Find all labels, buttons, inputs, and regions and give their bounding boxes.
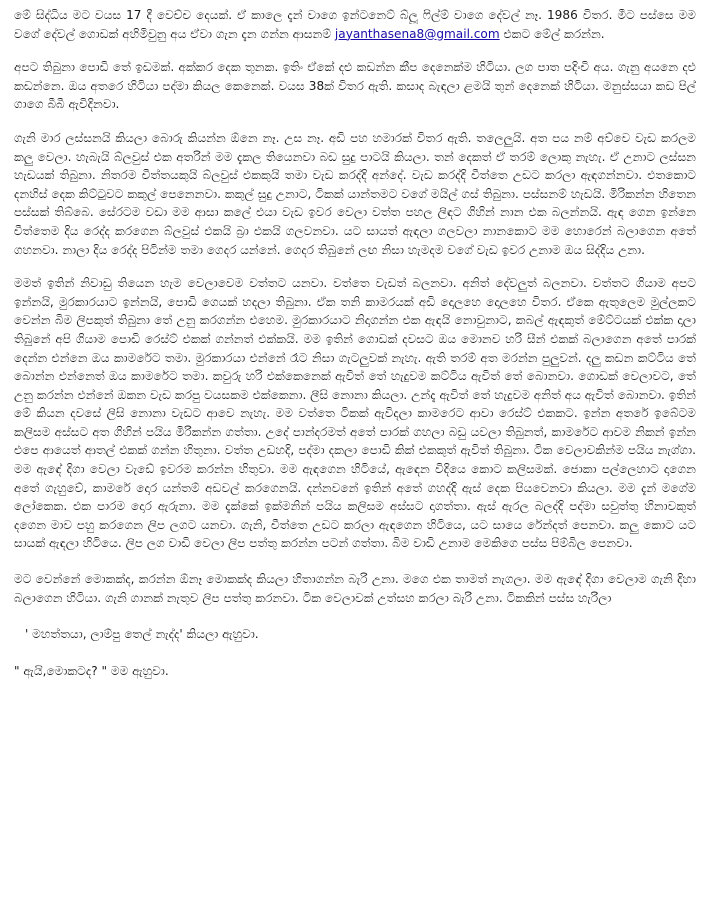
story-paragraph-4: මට වෙන්නේ මොකක්ද, කරන්න ඕනෑ මොකක්ද කියලා හිතාගන්න බැරි උනා. මගෙ එක තාමත් නැගලා. මම ඇඳේ දිගා වෙලාම ගැනි දිහා බලාගෙන හිටියා. ගැනි ගානක් නැතුව ලිප පත්තු කරනවා. ටික වෙලාවක් උත්සහ කරලා බැරි උනා. ටිකකින් පස්ස හැරිලා [14,572,696,605]
dialogue-line-1: ' මහත්තයා, ලාම්පු තෙල් නැද්ද' කියලා ඇහුවා. [25,627,259,642]
intro-text-end: එකට මේල් කරන්න. [503,26,605,41]
story-paragraph-3: මමත් ඉතින් නිවාඩු තියෙන හැම වෙලාවෙම වත්තට යනවා. වත්තෙ වැඩත් බලනවා. අනිත් දේවලුත් බලනවා. වත්තට ගියාම අපට ඉන්නයි, මුරකාරයාට ඉන්නයි, පොඩි ගෙයක් හදලා තිබුනා. ඒක තනි කාමරයක් අඩි දොලහෙ දොලහෙ විතර. ඒකෙ ඇතුලෙම මුල්ලකට වෙන්න බිම ලිපකුත් තිබුනා තේ උනු කරගන්න එහෙම. මුරකාරයාට නිදාගන්න එක ඇඳයි නොවුනාට, කබල් ඇඳකුත් මේට්ටයක් එක්ක දාලා තිබුනේ අපි ගියාම පොඩි රෙස්ට් එකක් ගන්නත් එක්කයි. මම ඉතින් ගොඩක් දවසට ඔය මොනව හරි සීන් එකක් බලාගෙන අතේ පාරක් දෙන්න එන්නෙ ඔය කාමරේට තමා. මුරකාරයා එන්නේ රෑට නිසා ගැටලුවක් නැහැ. ඇති තරම් අත මරන්න පුලුවන්. දලු කඩන කට්ටිය තේ බොන්න එන්නෙත් ඔය කාමරේට තමා. කවුරු හරි එක්කෙනෙක් ඇවිත් තේ හැදුවම කට්ටිය ඇවිත් තේ බොනවා. ගොඩක් වෙලාවට, තේ උනු කරන්න එන්නේ ඔකන වැඩ කරපු වයසකම එක්කෙනා. ලීසි නොනා කියලා. උන්දැ ඇවිත් තේ හැදුවම අනිත් අය ඇවිත් බොනවා. ඉතින් මේ කියන දවසේ ලිසි නොනා වැඩට ආවෙ නැහැ. මම වත්තෙ ටිකක් ඇවිදලා කාමරෙට ආවා රෙස්ට් එකකට. ඉන්න අතරේ ඉබේටම කලිසම අස්සට අත ගිහින් පයිය මිරිකන්න ගත්තා. උදේ පාන්දරමත් අතේ පාරක් ගහලා බඩු යවලා තිබුනත්, කාමරේට ආවම නිකන් ඉන්න එපෙ ආයෙත් ආතල් එකක් ගන්න හිතුනා. වත්ත උඩහදි, පද්මා දකලා පොඩි කික් එකකුත් ඇවිත් තිබුනා. ටික වෙලාවකින්ම පයිය නැග්ගා. මම ඇඳේ දිගා වෙලා වැඩේ ඉවරම කරන්න හිතුවා. මම ඇඳගෙන හිටියේ, ඇඳෙන විදියෙ කොට කලිසමක්. ජොකා පල්ලෙහාට දාගෙන අතේ ගැහුවේ, කාමරේ දොර යන්තම් අඩවල් කරගෙනයි. දන්නවනේ ඉතින් අතේ ගහද්දි ඇස් දෙක පියවෙනවා කියලා. මම දැන් මගේම ලෝකෙක. එක පාරම දොර ඇරුනා. මම දැක්කේ ඉක්මනින් පයිය කලිසම අස්සට දාගත්තා. ඇස් ඇරල බලද්දි පද්මා සවුත්තු හිනාවකුත් දගෙන මාව පහු කරගෙන ලිප ලගට යනවා. ගැනි, චීත්තෙ උඩට කරලා ඇඳගෙන හිටියෙ, යට සායෙ රේන්දත් පෙනවා. කලු කොට යට සායක් ඇඳලා හිටියෙ. ලිප ලග වාඩි වෙලා ලිප පත්තු කරන්න පටන් ගත්තා. බිම වාඩි උනාම මෙකිගෙ පස්ස පිම්බිල පෙනවා. [14,276,696,551]
story-paragraph-2: ගැනි මාර ලස්සනයි කියලා බොරු කියන්න ඕනෙ නෑ. උස නෑ. අඩි පහ හමාරක් විතර ඇති. තලෙලුයි. අත පය නම් අව්වෙ වැඩ කරලම කලු වෙලා. හැබැයි බ්ලවුස් එක අතරින් මම දැකල තියෙනවා බඩ සුදු පාටයි කියලා. තන් දෙකත් ඒ තරම් ලොකු නැහැ. ඒ උනාට ලස්සන හැඩයක් තිබුනා. නිතරම චීත්තයකුයි බ්ලවුස් එකකුයි තමා වැඩ කරද්දි අන්දේ. වැඩ කරද්දි චීත්තෙ උඩට කරලා ඇඳගන්නවා. එතකොට දනහිස් දෙක කිට්ටුවට කකුල් පෙනෙනවා. කකුල් සුදු උනාට, ටිකක් යාන්තමට වගේ මයිල් ගස් තිබුනා. පස්සනම් හැඩයි. මිරිකන්න හිතෙන පස්සක් තිබ්බෙ. සේරටම වඩා මම ආසා කලේ එයා වැඩ ඉවර වෙලා වත්ත පහල ලිඳට ගිහින් නාන එක බලන්නයි. ඇඳ ගෙන ඉන්නෙ චීත්තෙම දිය රෙද්ද කරගෙන බ්ලවුස් එකයි බ්‍රා එකයි ගලවනවා. යට සායත් ඇඳලා ගලවලා නානකොට මම හොරෙන් බලාගෙන අතේ ගහනවා. නාලා දිය රෙද්ද පිටින්ම තමා ගෙදර යන්නේ. ගෙදර තිබුනේ ලඟ නිසා හැමදම වගේ වැඩ ඉවර උනාම ඔය සිද්දිය උනා. [14,130,696,257]
email-link[interactable]: jayanthasena8@gmail.com [334,26,500,41]
intro-paragraph [14,6,696,43]
dialogue-line-2: " ඇයි,මොකටද? " මම ඇහුවා. [14,663,169,678]
intro-text: මේ සිද්ධිය මට වයස 17 දී වෙච්ච දෙයක්. ඒ කාලෙ දැන් වාගෙ ඉන්ටනෙට් බ්ලූ ෆිල්ම් වාගෙ දේවල් නෑ. 1986 විතර. මීට පස්සෙ මම වගේ දේවල් ගොඩක් අහිමිවුනු අය ඒවා ගැන දැන ගන්න ආසනම් [14,8,696,41]
story-paragraph-1: අපට තිබුනා පොඩි තේ ඉඩමක්. අක්කර දෙක තුනක. ඉතිං ඒකේ දළු කඩන්න කීප දෙනෙක්ම හිටියා. ලග පාත පදිංචි අය. ගැනු අයනෙ දළු කඩන්නෙ. ඔය අතරෙ හිටියා පද්මා කියල කෙනෙක්. වයස 38ක් විතර ඇති. කසාද බැඳලා ළමයි තුන් දෙනෙක් හිටියා. මනුස්සයා කඩ පිල් ගාගෙ බීබී ඇවිදිනවා. [14,60,696,112]
